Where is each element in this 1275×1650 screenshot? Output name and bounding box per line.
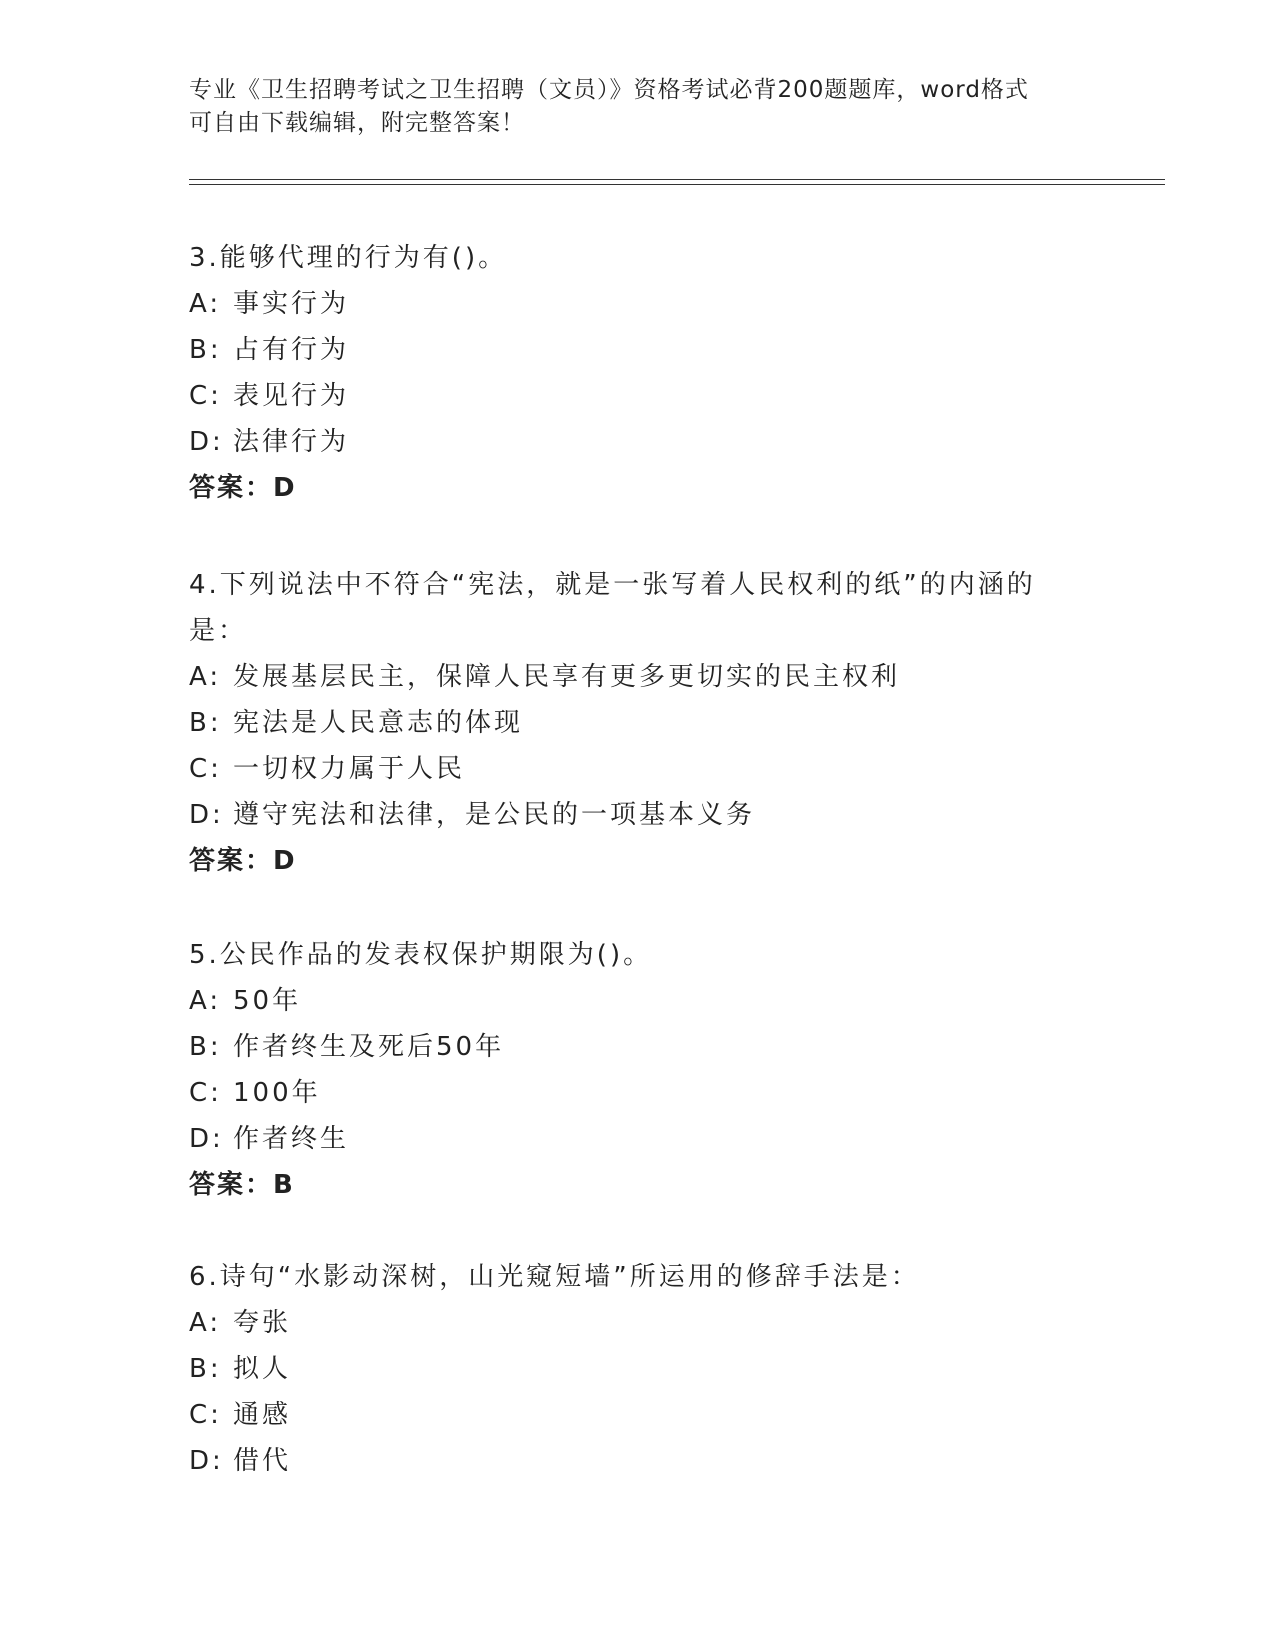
option-a — [189, 654, 1089, 700]
option-letter: C: — [189, 1078, 222, 1108]
option-b — [189, 1346, 1089, 1392]
document-header — [189, 74, 1089, 140]
option-c — [189, 1392, 1089, 1438]
header-line-1: 专业《卫生招聘考试之卫生招聘（文员）》资格考试必背200题题库，word格式 — [189, 77, 1029, 103]
option-letter: C: — [189, 381, 222, 411]
option-text: 占有行为 — [233, 335, 350, 365]
option-text: 作者终生 — [233, 1124, 350, 1154]
option-letter: B: — [189, 1354, 222, 1384]
option-b — [189, 1024, 1089, 1070]
option-text: 夸张 — [233, 1308, 292, 1338]
answer-line: 答案：B — [189, 1170, 295, 1200]
question-4 — [189, 562, 1089, 884]
option-text: 100年 — [233, 1078, 321, 1108]
option-letter: B: — [189, 708, 222, 738]
option-text: 宪法是人民意志的体现 — [233, 708, 524, 738]
option-letter: B: — [189, 1032, 222, 1062]
option-text: 一切权力属于人民 — [233, 754, 466, 784]
option-text: 通感 — [233, 1400, 292, 1430]
option-letter: D: — [189, 427, 224, 457]
option-d — [189, 792, 1089, 838]
question-stem: 5.公民作品的发表权保护期限为()。 — [189, 940, 653, 970]
option-b — [189, 700, 1089, 746]
option-letter: B: — [189, 335, 222, 365]
question-stem-continued: 是： — [189, 616, 248, 646]
option-text: 法律行为 — [233, 427, 350, 457]
option-text: 事实行为 — [233, 289, 350, 319]
option-c — [189, 746, 1089, 792]
question-6 — [189, 1254, 1089, 1484]
option-letter: D: — [189, 800, 224, 830]
question-stem: 3.能够代理的行为有()。 — [189, 243, 508, 273]
option-c — [189, 1070, 1089, 1116]
option-text: 拟人 — [233, 1354, 292, 1384]
question-stem: 6.诗句“水影动深树，山光窥短墙”所运用的修辞手法是： — [189, 1262, 920, 1292]
option-text: 表见行为 — [233, 381, 350, 411]
header-rule-top — [189, 179, 1165, 180]
option-text: 借代 — [233, 1446, 292, 1476]
option-text: 遵守宪法和法律，是公民的一项基本义务 — [233, 800, 756, 830]
option-d — [189, 1438, 1089, 1484]
answer-line: 答案：D — [189, 473, 297, 503]
option-letter: A: — [189, 289, 222, 319]
option-a — [189, 978, 1089, 1024]
option-letter: D: — [189, 1124, 224, 1154]
option-letter: D: — [189, 1446, 224, 1476]
question-5 — [189, 932, 1089, 1208]
option-letter: A: — [189, 986, 222, 1016]
question-3 — [189, 235, 1089, 511]
option-d — [189, 419, 1089, 465]
option-letter: A: — [189, 662, 222, 692]
question-stem: 4.下列说法中不符合“宪法，就是一张写着人民权利的纸”的内涵的 — [189, 570, 1036, 600]
header-rule-bottom — [189, 184, 1165, 185]
option-text: 50年 — [233, 986, 302, 1016]
option-letter: A: — [189, 1308, 222, 1338]
option-a — [189, 281, 1089, 327]
option-c — [189, 373, 1089, 419]
option-d — [189, 1116, 1089, 1162]
answer-line: 答案：D — [189, 846, 297, 876]
option-letter: C: — [189, 754, 222, 784]
option-a — [189, 1300, 1089, 1346]
option-text: 作者终生及死后50年 — [233, 1032, 505, 1062]
option-b — [189, 327, 1089, 373]
option-text: 发展基层民主，保障人民享有更多更切实的民主权利 — [233, 662, 901, 692]
header-line-2: 可自由下载编辑，附完整答案！ — [189, 110, 525, 136]
option-letter: C: — [189, 1400, 222, 1430]
